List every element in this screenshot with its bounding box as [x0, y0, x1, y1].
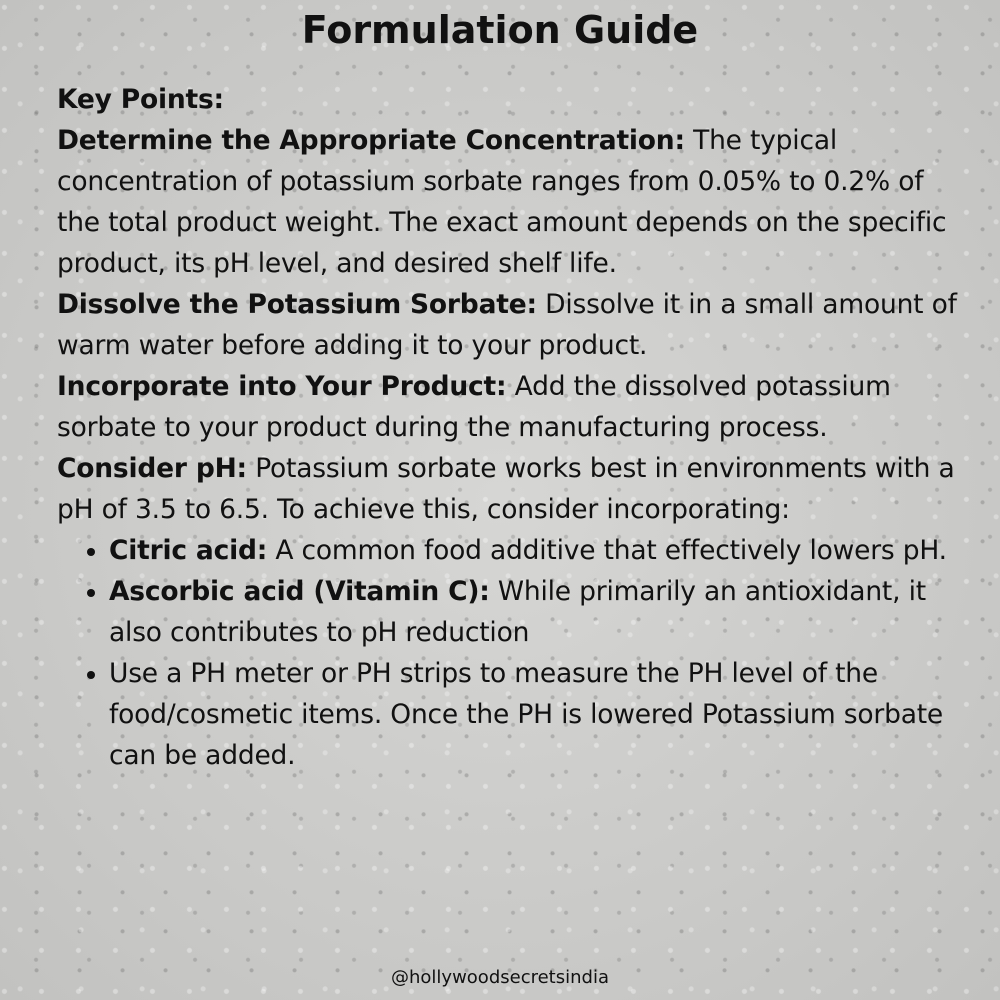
footer-handle: @hollywoodsecretsindia	[391, 967, 609, 988]
section-heading: Dissolve the Potassium Sorbate:	[57, 289, 537, 320]
content-body	[57, 79, 957, 776]
section-heading: Incorporate into Your Product:	[57, 371, 507, 402]
section-text: Add the dissolved potassium sorbate to your product during the manufacturing process.	[57, 371, 891, 443]
section-incorporate	[57, 366, 957, 448]
section-dissolve	[57, 284, 957, 366]
section-consider-ph	[57, 448, 957, 530]
ph-adjusters-list	[57, 530, 957, 776]
bullet-heading: Citric acid:	[109, 535, 268, 566]
bullet-text: Use a PH meter or PH strips to measure the PH level of the food/cosmetic items. Once the PH is lowered Potassium sorbate can be added.	[109, 658, 944, 771]
section-text: Potassium sorbate works best in environments with a pH of 3.5 to 6.5. To achieve this, consider incorporating:	[57, 453, 955, 525]
list-item-ascorbic-acid	[109, 571, 957, 653]
key-points-heading: Key Points:	[57, 84, 224, 115]
bullet-text: While primarily an antioxidant, it also contributes to pH reduction	[109, 576, 926, 648]
bullet-heading: Ascorbic acid (Vitamin C):	[109, 576, 490, 607]
bullet-text: A common food additive that effectively lowers pH.	[267, 535, 947, 566]
page-title: Formulation Guide	[301, 8, 699, 52]
section-concentration	[57, 120, 957, 284]
section-heading: Determine the Appropriate Concentration:	[57, 125, 685, 156]
list-item-ph-meter	[109, 653, 957, 776]
section-heading: Consider pH:	[57, 453, 247, 484]
section-text: Dissolve it in a small amount of warm water before adding it to your product.	[57, 289, 957, 361]
list-item-citric-acid	[109, 530, 957, 571]
section-text: The typical concentration of potassium sorbate ranges from 0.05% to 0.2% of the total product weight. The exact amount depends on the specific product, its pH level, and desired shelf life.	[57, 125, 947, 279]
